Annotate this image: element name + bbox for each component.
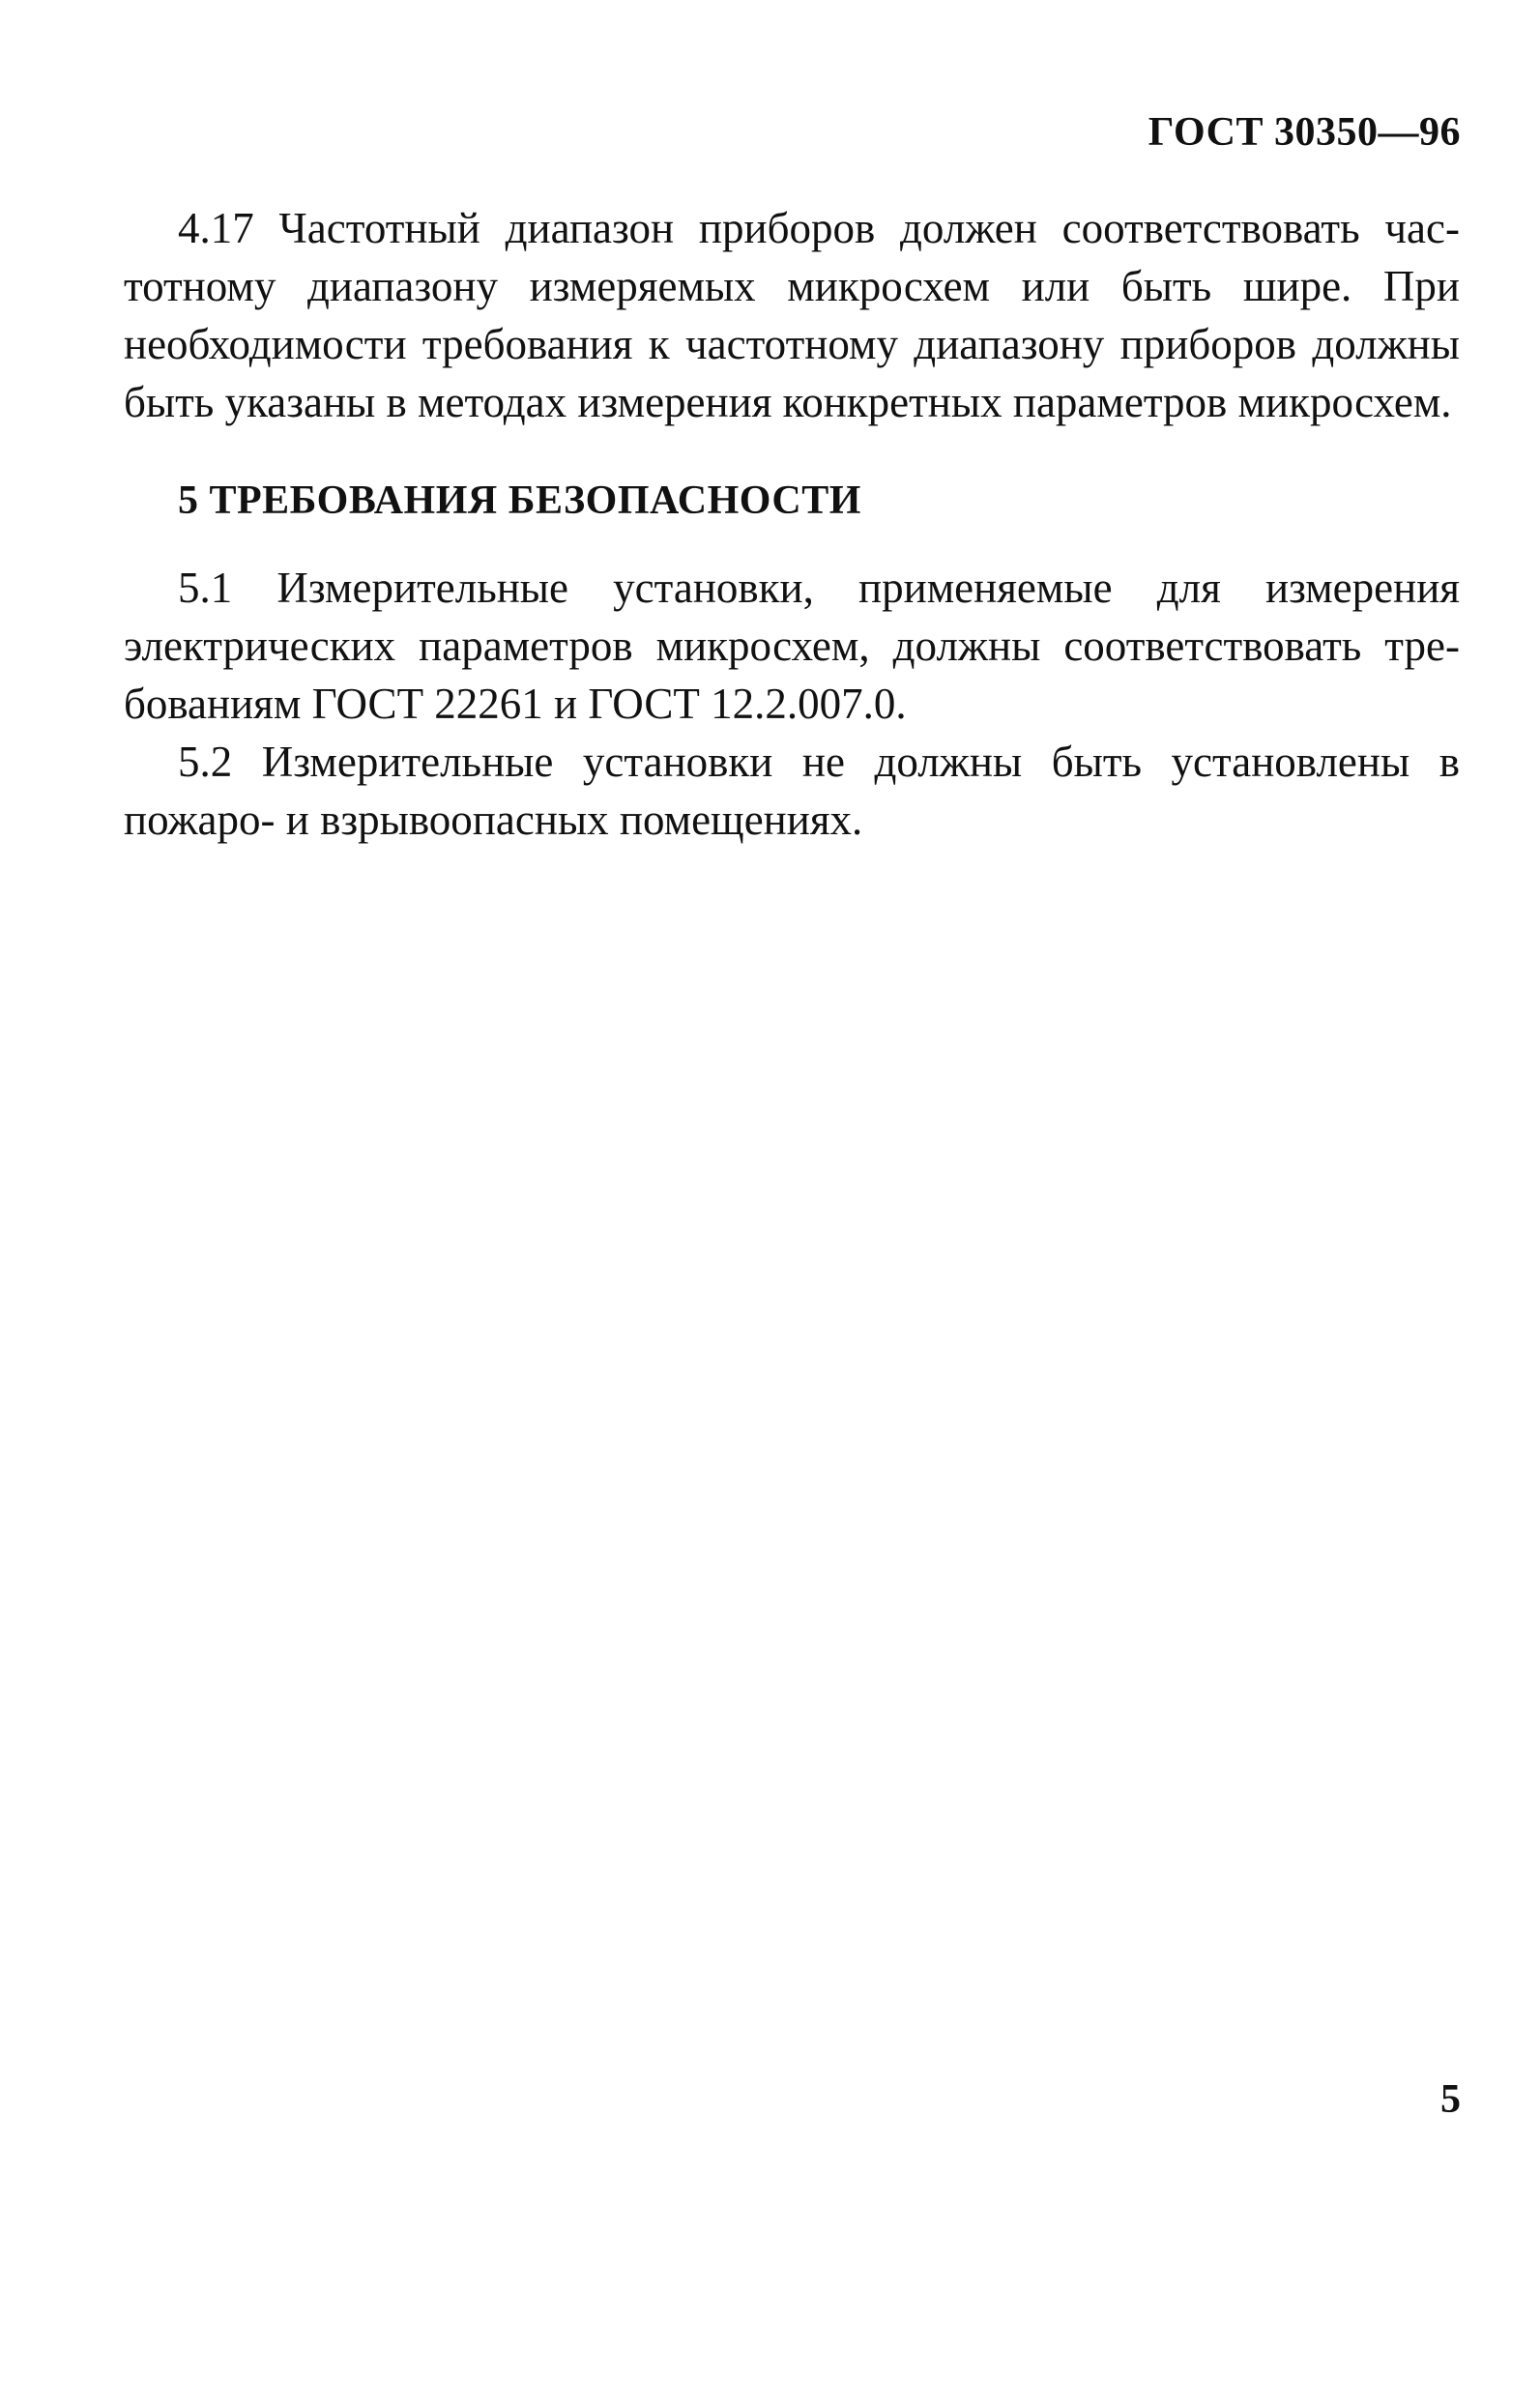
standard-code-header: ГОСТ 30350—96	[1148, 110, 1461, 155]
paragraph-5-2: 5.2 Измерительные установки не должны быть установлены в пожаро- и взрывоопасных помещениях.	[124, 738, 1460, 844]
document-body	[124, 199, 1460, 849]
paragraph-5-1: 5.1 Измерительные установки, применяемые для измерения электрических параметров микросхем, должны соответствовать требованиям ГОСТ 22261 и ГОСТ 12.2.007.0.	[124, 564, 1460, 728]
page-number: 5	[1440, 2077, 1461, 2122]
paragraph-4-17: 4.17 Частотный диапазон приборов должен соответствовать частотному диапазону измеряемых микросхем или быть шире. При необходимости требования к частотному диапазону приборов должны быть указаны в методах измерения конкретных параметров микросхем.	[124, 204, 1460, 426]
section-5-heading: 5 ТРЕБОВАНИЯ БЕЗОПАСНОСТИ	[178, 478, 861, 523]
